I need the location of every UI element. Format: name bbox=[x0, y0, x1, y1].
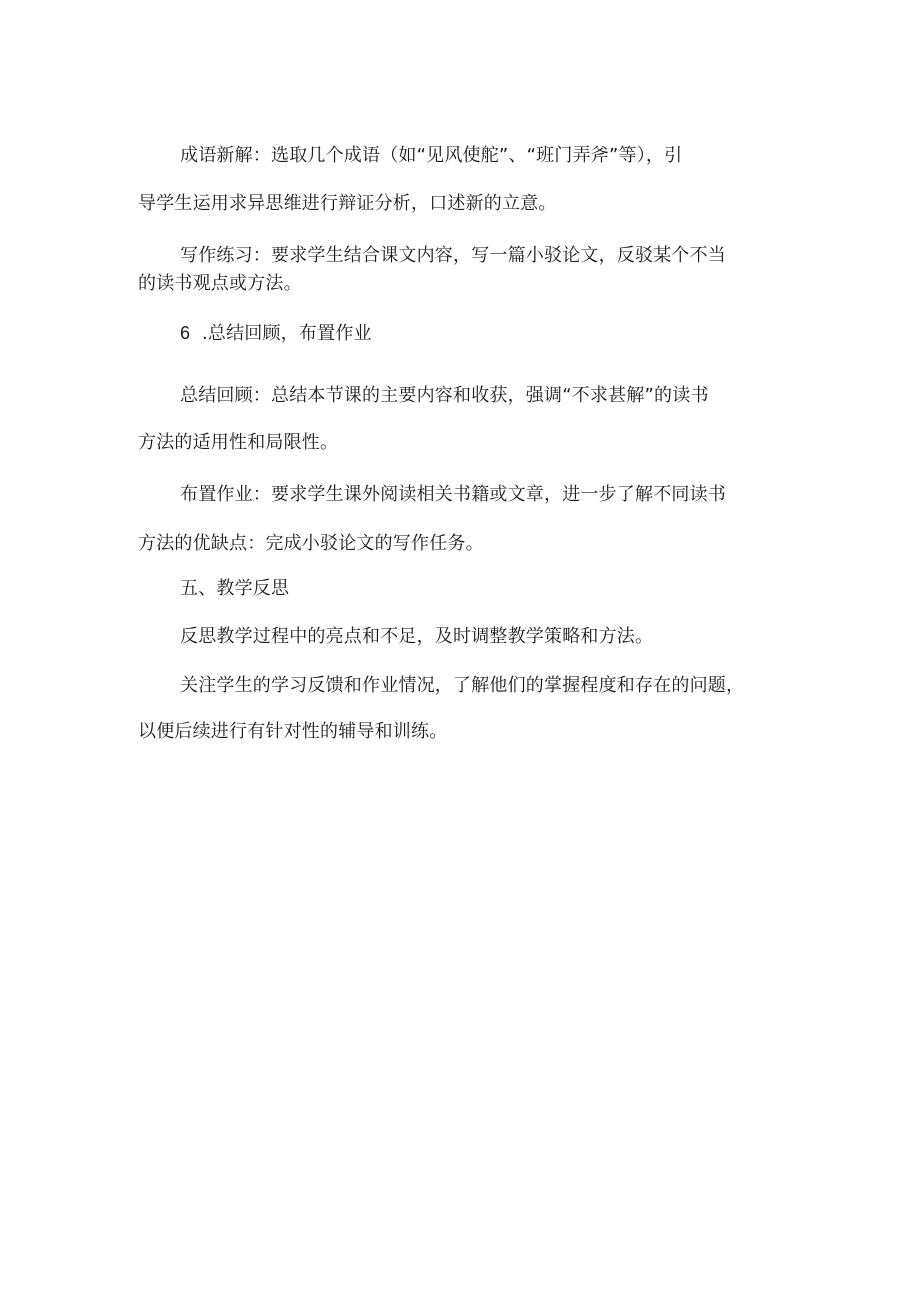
summary-paragraph-line-2: 方法的适用性和局限性。 bbox=[138, 432, 339, 453]
writing-paragraph-line-1: 写作练习：要求学生结合课文内容，写一篇小驳论文，反驳某个不当 bbox=[180, 245, 726, 266]
homework-paragraph-line-1: 布置作业：要求学生课外阅读相关书籍或文章，进一步了解不同读书 bbox=[180, 484, 726, 505]
homework-paragraph-line-2: 方法的优缺点：完成小驳论文的写作任务。 bbox=[138, 533, 484, 554]
idiom-paragraph-line-2: 导学生运用求异思维进行辩证分析，口述新的立意。 bbox=[138, 193, 557, 214]
idiom-paragraph-line-1: 成语新解：选取几个成语（如“见风使舵”、“班门弄斧”等），引 bbox=[180, 145, 683, 166]
reflection-paragraph-1: 反思教学过程中的亮点和不足，及时调整教学策略和方法。 bbox=[180, 626, 654, 647]
section-6-number: 6 bbox=[180, 323, 191, 343]
section-6-heading bbox=[180, 321, 372, 346]
reflection-paragraph-2-line-2: 以便后续进行有针对性的辅导和训练。 bbox=[138, 721, 448, 742]
writing-paragraph-line-2: 的读书观点或方法。 bbox=[138, 273, 302, 294]
summary-paragraph-line-1: 总结回顾：总结本节课的主要内容和收获，强调“不求甚解”的读书 bbox=[180, 385, 709, 406]
reflection-paragraph-2-line-1: 关注学生的学习反馈和作业情况，了解他们的掌握程度和存在的问题， bbox=[180, 675, 745, 696]
section-5-heading: 五、教学反思 bbox=[180, 578, 290, 599]
section-6-title: .总结回顾，布置作业 bbox=[202, 323, 372, 344]
